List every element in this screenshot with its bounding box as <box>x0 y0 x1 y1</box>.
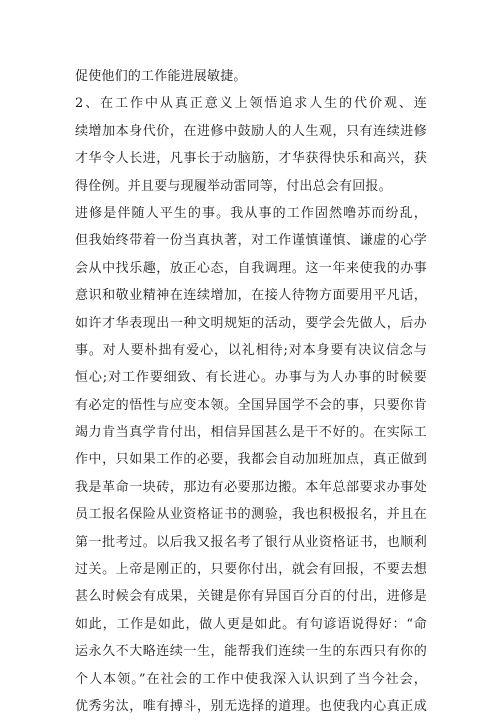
text-line: 运永久不大略连续一生，能帮我们连续一生的东西只有你的 <box>75 644 427 660</box>
text-line: 促使他们的工作能进展敏捷。 <box>75 69 247 84</box>
text-line: 2、在工作中从真正意义上领悟追求人生的代价观、连 <box>75 96 427 112</box>
document-page <box>75 63 427 720</box>
text-line: 才华令人长进，凡事长于动脑筋，才华获得快乐和高兴，获 <box>75 151 427 167</box>
text-line: 竭力肯当真学肯付出，相信异国甚么是干不好的。在实际工 <box>75 425 427 441</box>
text-line: 过关。上帝是刚正的，只要你付出，就会有回报，不要去想 <box>75 562 427 578</box>
text-line: 员工报名保险从业资格证书的测验，我也积极报名，并且在 <box>75 507 427 523</box>
text-line: 作中，只如果工作的必要，我都会自动加班加点，真正做到 <box>75 452 427 468</box>
text-line: 我是革命一块砖，那边有必要那边搬。本年总部要求办事处 <box>75 479 427 495</box>
text-line: 恒心;对工作要细致、有长进心。办事与为人办事的时候要 <box>75 370 427 386</box>
text-line: 事。对人要朴拙有爱心，以礼相待;对本身要有决议信念与 <box>75 342 427 358</box>
text-line: 续增加本身代价，在进修中鼓励人的人生观，只有连续进修 <box>75 123 427 139</box>
text-line: 优秀劣汰，唯有搏斗，别无选择的道理。也使我内心真正成 <box>75 698 427 714</box>
text-line: 有必定的悟性与应变本领。全国异国学不会的事，只要你肯 <box>75 397 427 413</box>
text-line: 如许才华表现出一种文明规矩的活动，要学会先做人，后办 <box>75 315 427 331</box>
text-line: 如此，工作是如此，做人更是如此。有句谚语说得好：“命 <box>75 616 427 632</box>
text-line: 得佺例。并且要与现履举动雷同等，付出总会有回报。 <box>75 178 392 194</box>
text-line: 但我始终带着一份当真执著，对工作谨慎谨慎、谦虚的心学 <box>75 233 427 249</box>
text-line: 会从中找乐趣，放正心态，自我调理。这一年来使我的办事 <box>75 260 427 276</box>
text-line: 甚么时候会有成果，关键是你有异国百分百的付出，进修是 <box>75 589 427 605</box>
text-line: 个人本领。”在社会的工作中使我深入认识到了当今社会， <box>75 671 427 687</box>
text-line: 进修是伴随人平生的事。我从事的工作固然噜苏而纷乱， <box>75 205 427 221</box>
text-line: 第一批考过。以后我又报名考了银行从业资格证书，也顺利 <box>75 534 427 550</box>
text-line: 意识和敬业精神在连续增加，在接人待物方面要用平凡话， <box>75 288 427 304</box>
